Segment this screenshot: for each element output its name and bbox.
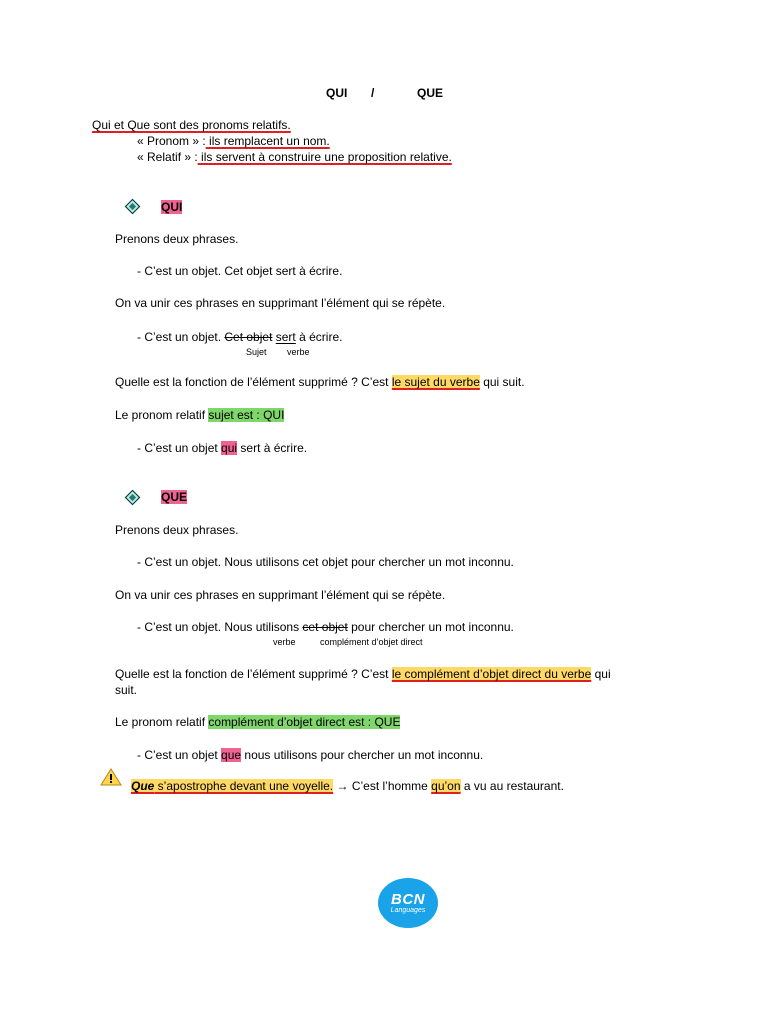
pronom-definition: ils remplacent un nom. xyxy=(205,134,330,148)
qui-ex2-verb: sert xyxy=(275,330,296,344)
heading-qui-text: QUI xyxy=(161,200,183,214)
qui-ex2-start: - C’est un objet. xyxy=(137,330,225,344)
que-paragraph-1: Prenons deux phrases. xyxy=(115,523,239,537)
qui-paragraph-1: Prenons deux phrases. xyxy=(115,232,239,246)
qui-example-1: - C’est un objet. Cet objet sert à écrire. xyxy=(137,264,343,278)
qui-label-verbe: verbe xyxy=(287,347,310,357)
que-ex2-end: pour chercher un mot inconnu. xyxy=(347,620,514,634)
note-ex-highlight: qu’on xyxy=(431,779,461,793)
note-line xyxy=(131,779,564,793)
que-q-end: qui xyxy=(591,667,611,681)
que-example-1: - C’est un objet. Nous utilisons cet objet pour chercher un mot inconnu. xyxy=(137,555,514,569)
qui-label-sujet: Sujet xyxy=(246,347,267,357)
intro-relatif-line xyxy=(137,150,452,164)
qui-ex2-end: à écrire. xyxy=(295,330,343,344)
que-q-highlight: le complément d’objet direct du verbe xyxy=(391,667,592,681)
qui-paragraph-2: On va unir ces phrases en supprimant l’élément qui se répète. xyxy=(115,296,446,310)
note-arrow: → xyxy=(333,779,352,793)
que-q-start: Quelle est la fonction de l’élément supprimé ? C’est xyxy=(115,667,392,681)
relatif-label: « Relatif » : xyxy=(137,150,198,164)
que-label-verbe: verbe xyxy=(273,637,296,647)
que-ex2-start: - C’est un objet. Nous utilisons xyxy=(137,620,303,634)
qui-res-highlight: qui xyxy=(221,441,238,455)
que-relative xyxy=(115,715,400,729)
que-example-2 xyxy=(137,620,514,634)
que-question-line2: suit. xyxy=(115,683,138,697)
logo-text: BCN xyxy=(391,891,425,908)
que-result xyxy=(137,748,483,762)
note-que-word: Que xyxy=(131,779,155,793)
diamond-bullet-icon xyxy=(125,490,141,506)
que-rel-start: Le pronom relatif xyxy=(115,715,209,729)
title-qui: QUI xyxy=(326,86,348,100)
que-res-highlight: que xyxy=(221,748,242,762)
title-que: QUE xyxy=(417,86,444,100)
qui-res-start: - C’est un objet xyxy=(137,441,222,455)
qui-relative xyxy=(115,408,284,422)
title-slash: / xyxy=(371,86,375,100)
qui-q-highlight: le sujet du verbe xyxy=(391,375,480,389)
bcn-languages-logo xyxy=(378,878,438,928)
que-question xyxy=(115,667,611,681)
qui-rel-highlight: sujet est : QUI xyxy=(208,408,285,422)
qui-example-2 xyxy=(137,330,342,344)
heading-que-text: QUE xyxy=(161,490,188,504)
logo-subtext: Languages xyxy=(390,907,426,914)
warning-icon xyxy=(100,768,122,786)
pronom-label: « Pronom » : xyxy=(137,134,206,148)
que-rel-highlight: complément d’objet direct est : QUE xyxy=(208,715,401,729)
qui-res-end: sert à écrire. xyxy=(237,441,308,455)
qui-q-end: qui suit. xyxy=(479,375,525,389)
que-paragraph-2: On va unir ces phrases en supprimant l’élément qui se répète. xyxy=(115,588,446,602)
que-label-cod: complément d’objet direct xyxy=(320,637,423,647)
qui-question xyxy=(115,375,525,389)
qui-ex2-struck: Cet objet xyxy=(224,330,273,344)
que-res-end: nous utilisons pour chercher un mot inconnu. xyxy=(241,748,484,762)
section-heading-qui xyxy=(161,200,182,214)
que-ex2-struck: cet objet xyxy=(302,620,348,634)
section-heading-que xyxy=(161,490,187,504)
diamond-bullet-icon xyxy=(125,199,141,215)
que-res-start: - C’est un objet xyxy=(137,748,222,762)
note-rule: s’apostrophe devant une voyelle. xyxy=(154,779,334,793)
qui-result xyxy=(137,441,307,455)
relatif-definition: ils servent à construire une proposition relative. xyxy=(197,150,452,164)
note-ex-end: a vu au restaurant. xyxy=(460,779,564,793)
qui-q-start: Quelle est la fonction de l’élément supprimé ? C’est xyxy=(115,375,392,389)
intro-pronom-line xyxy=(137,134,330,148)
qui-rel-start: Le pronom relatif xyxy=(115,408,209,422)
note-ex-start: C’est l’homme xyxy=(351,779,432,793)
intro-line: Qui et Que sont des pronoms relatifs. xyxy=(92,118,291,132)
